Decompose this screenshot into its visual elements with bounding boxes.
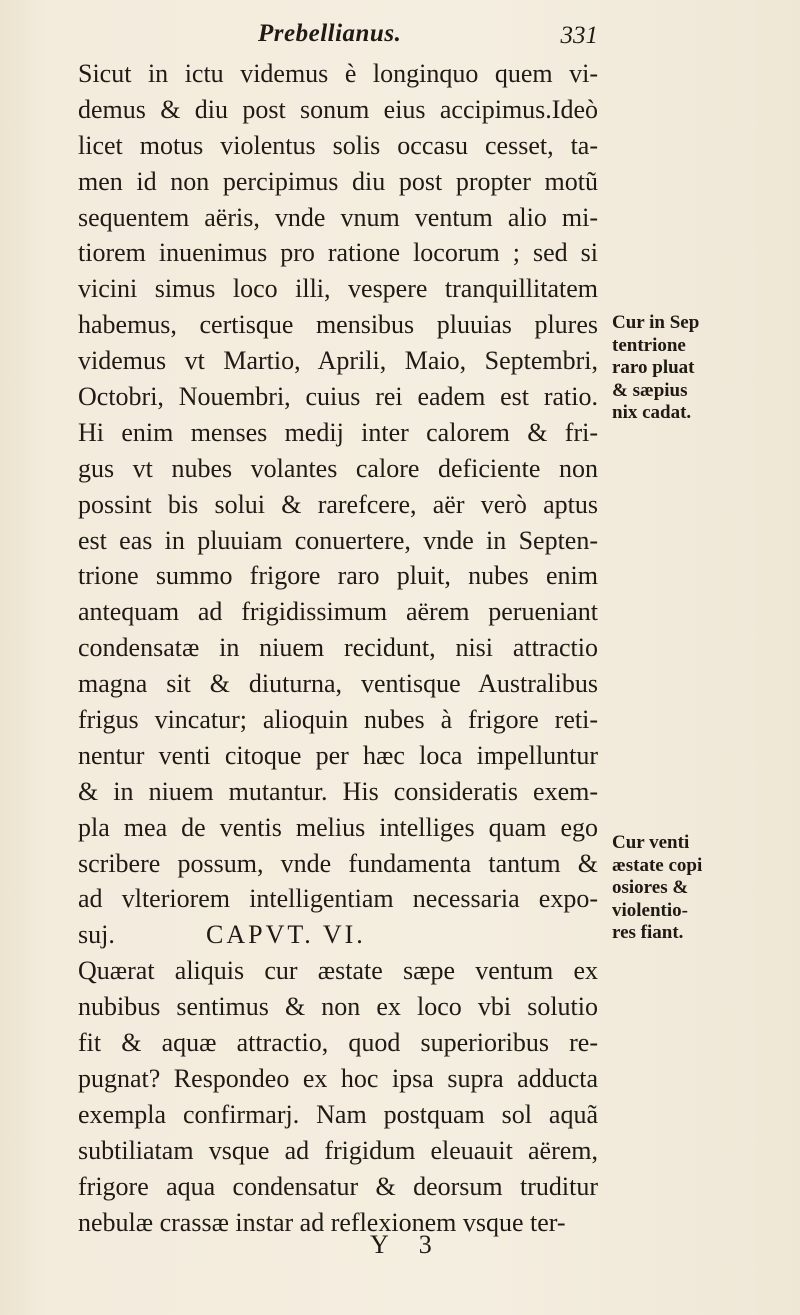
margin-note-line: osiores & [612, 877, 689, 898]
text-line: nubibus sentimus & non ex loco vbi solutio [78, 992, 598, 1022]
text-line: videmus vt Martio, Aprili, Maio, Septembri, [78, 346, 598, 376]
text-line: condensatæ in niuem recidunt, nisi attractio [78, 633, 598, 663]
margin-note-line: æstate copi [612, 854, 703, 876]
text-line: gus vt nubes volantes calore deficiente non [78, 453, 598, 483]
text-line: pugnat? Respondeo ex hoc ipsa supra adducta [78, 1063, 598, 1093]
text-line: tiorem inuenimus pro ratione locorum ; sed si [78, 238, 598, 268]
margin-note-line: res fiant. [612, 922, 684, 943]
text-line: nentur venti citoque per hæc loca impelluntur [78, 740, 598, 770]
text-line: ad vlteriorem intelligentiam necessaria expo- [78, 884, 598, 914]
text-line: frigore aqua condensatur & deorsum truditur [78, 1171, 598, 1201]
text-line: Hi enim menses medij inter calorem & fri- [78, 417, 598, 447]
text-line: Octobri, Nouembri, cuius rei eadem est ratio. [78, 382, 598, 412]
text-line: habemus, certisque mensibus pluuias plures [78, 310, 598, 340]
text-line: trione summo frigore raro pluit, nubes enim [78, 561, 598, 591]
margin-note-line: violentio- [612, 899, 688, 921]
signature-letter: Y [370, 1230, 389, 1259]
text-line: pla mea de ventis melius intelliges quam ego [78, 812, 598, 842]
text-line: fit & aquæ attractio, quod superioribus re- [78, 1028, 598, 1058]
margin-note-line: tentrione [612, 334, 686, 356]
text-line: vicini simus loco illi, vespere tranquillitatem [78, 274, 598, 304]
text-line: frigus vincatur; alioquin nubes à frigore reti- [78, 705, 598, 735]
margin-note-line: Cur venti [612, 832, 690, 853]
text-line: antequam ad frigidissimum aërem perueniant [78, 597, 598, 627]
text-line: demus & diu post sonum eius accipimus.Ideò [78, 94, 598, 124]
margin-note [612, 832, 787, 945]
running-head: Prebellianus. [258, 20, 402, 47]
margin-note-line: raro pluat [612, 357, 695, 378]
margin-note [612, 312, 787, 425]
text-line: Sicut in ictu videmus è longinquo quem vi- [78, 59, 598, 88]
text-line: licet motus violentus solis occasu cesset, ta- [78, 130, 598, 160]
text-line: est eas in pluuiam conuertere, vnde in Septen- [78, 525, 598, 555]
page-number: 331 [560, 22, 598, 49]
text-line: magna sit & diuturna, ventisque Australibus [78, 669, 598, 699]
text-line: men id non percipimus diu post propter motũ [78, 166, 598, 196]
signature-number: 3 [418, 1230, 432, 1259]
paragraph-end: suj. [78, 920, 115, 950]
chapter-heading: CAPVT. VI. [206, 920, 366, 950]
text-line: exempla confirmarj. Nam postquam sol aquã [78, 1099, 598, 1129]
text-line: possint bis solui & rarefcere, aër verò aptus [78, 489, 598, 519]
margin-note-line: nix cadat. [612, 402, 692, 423]
text-line: Quærat aliquis cur æstate sæpe ventum ex [78, 956, 598, 986]
chapter-heading-line [78, 917, 598, 953]
text-line: & in niuem mutantur. His consideratis exem- [78, 776, 598, 806]
body-text [78, 56, 598, 1240]
text-line: scribere possum, vnde fundamenta tantum & [78, 848, 598, 878]
page-header [78, 20, 598, 60]
text-line: nebulæ crassæ instar ad reflexionem vsque ter- [78, 1207, 566, 1237]
signature-mark [370, 1230, 530, 1260]
text-line: sequentem aëris, vnde vnum ventum alio mi- [78, 202, 598, 232]
margin-note-line: & sæpius [612, 379, 688, 401]
margin-note-line: Cur in Sep [612, 312, 700, 333]
text-line: subtiliatam vsque ad frigidum eleuauit aërem, [78, 1135, 598, 1165]
